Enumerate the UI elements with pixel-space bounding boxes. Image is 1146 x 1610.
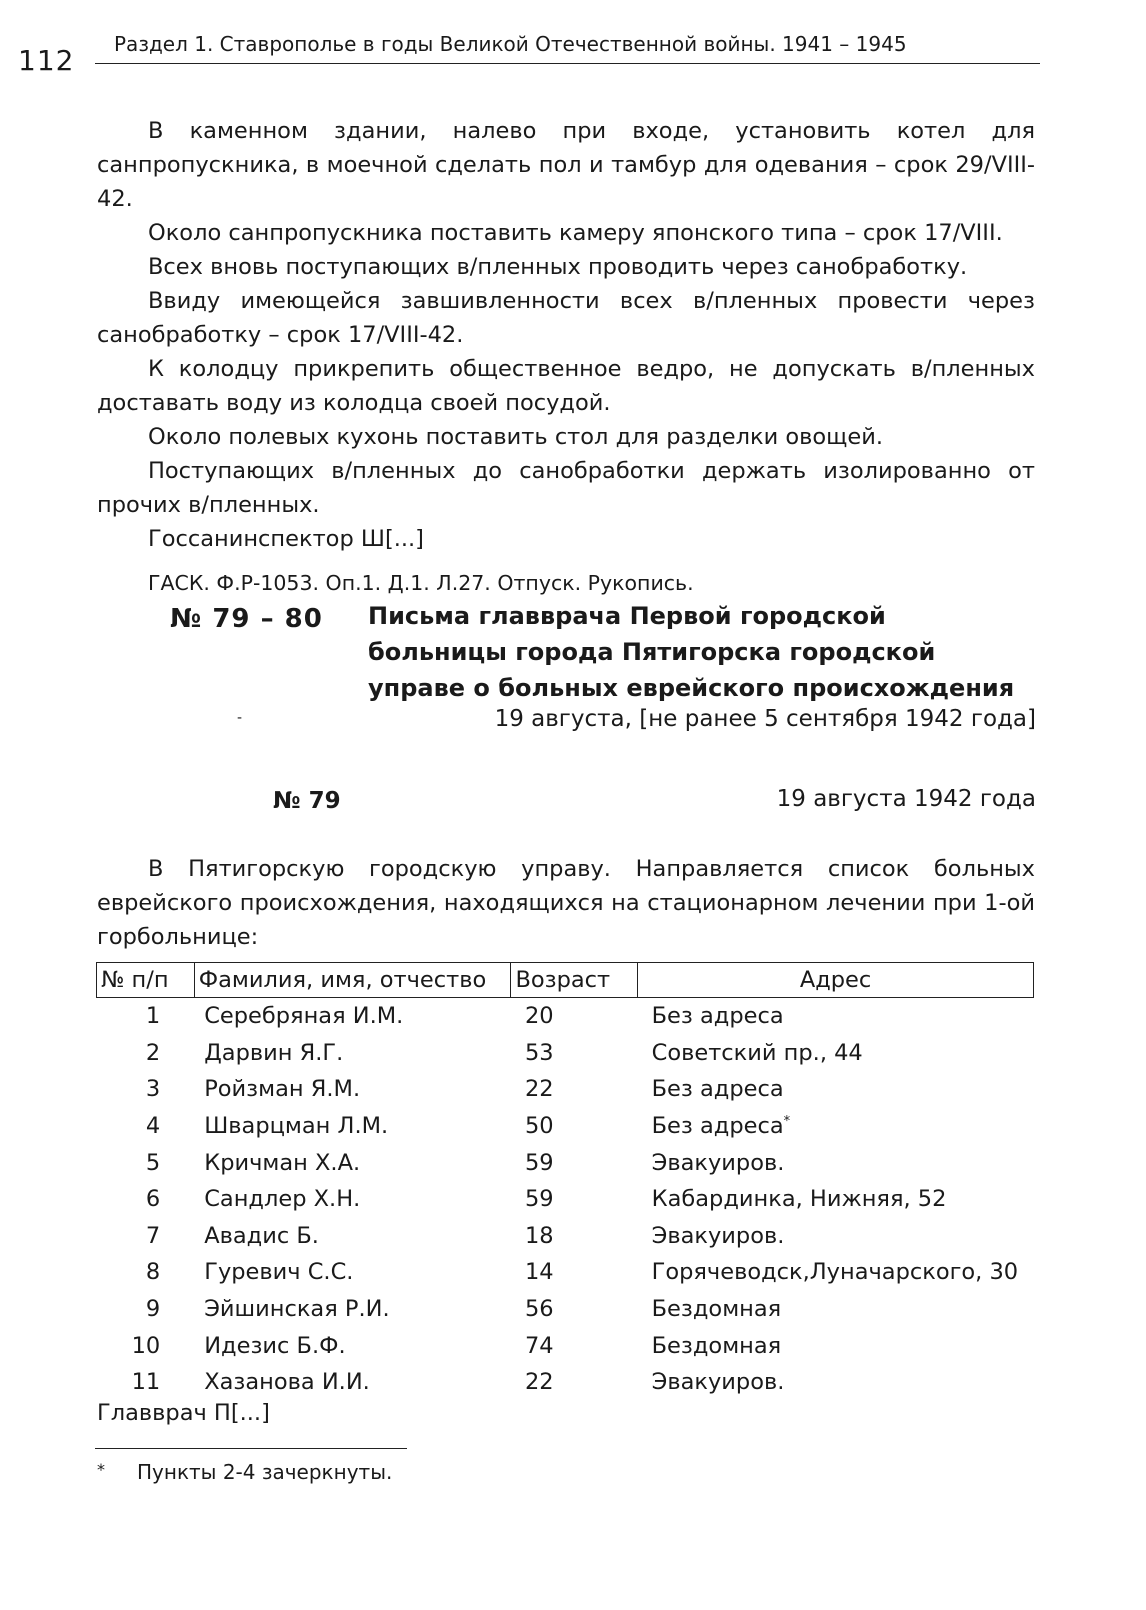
row-address: Советский пр., 44 <box>651 1039 863 1066</box>
row-age: 20 <box>524 1003 554 1030</box>
paragraph: К колодцу прикрепить общественное ведро, не допускать в/пленных доставать воду из колодца своей посудой. <box>97 356 1035 416</box>
row-name: Эйшинская Р.И. <box>204 1296 390 1323</box>
table-header-row <box>97 963 1034 998</box>
table-row <box>97 1108 1034 1145</box>
body-text <box>97 114 1035 600</box>
document-title <box>368 598 1048 706</box>
archive-source: ГАСК. Ф.Р-1053. Оп.1. Д.1. Л.27. Отпуск. Рукопись. <box>148 571 694 595</box>
row-address: Кабардинка, Нижняя, 52 <box>651 1186 947 1213</box>
table-row <box>97 1071 1034 1108</box>
column-header-name: Фамилия, имя, отчество <box>194 963 511 998</box>
title-line: управе о больных еврейского происхождения <box>368 674 1015 702</box>
table-row <box>97 1035 1034 1072</box>
row-number: 2 <box>145 1039 161 1066</box>
table-row <box>97 1291 1034 1328</box>
page-number: 112 <box>18 44 75 77</box>
table-row <box>97 1181 1034 1218</box>
row-address: Без адреса <box>651 1003 784 1030</box>
row-number: 9 <box>145 1296 161 1323</box>
row-address: Горячеводск,Луначарского, 30 <box>651 1259 1019 1286</box>
column-header-address: Адрес <box>638 963 1034 998</box>
row-age: 22 <box>524 1369 554 1396</box>
row-age: 14 <box>524 1259 554 1286</box>
date-range: 19 августа, [не ранее 5 сентября 1942 года] <box>494 706 1036 732</box>
row-address-text: Без адреса <box>651 1113 784 1140</box>
title-line: Письма главврача Первой городской <box>368 602 886 630</box>
row-name: Дарвин Я.Г. <box>204 1039 344 1066</box>
header-rule <box>95 63 1040 64</box>
title-line: больницы города Пятигорска городской <box>368 638 936 666</box>
patients-table <box>96 962 1034 1401</box>
row-number: 6 <box>145 1186 161 1213</box>
row-name: Ройзман Я.М. <box>204 1076 361 1103</box>
row-number: 3 <box>145 1076 161 1103</box>
row-address: Бездомная <box>651 1296 782 1323</box>
row-name: Сандлер Х.Н. <box>204 1186 361 1213</box>
sub-document-number: № 79 <box>273 788 341 814</box>
row-name: Хазанова И.И. <box>204 1369 370 1396</box>
footnote <box>97 1460 392 1484</box>
row-number: 8 <box>145 1259 161 1286</box>
row-age: 59 <box>524 1149 554 1176</box>
table-row <box>97 1364 1034 1401</box>
row-address: Эвакуиров. <box>651 1369 785 1396</box>
row-age: 18 <box>524 1222 554 1249</box>
tick-mark: - <box>237 710 243 726</box>
paragraph: Поступающих в/пленных до санобработки держать изолированно от прочих в/пленных. <box>97 458 1035 518</box>
table-row <box>97 1254 1034 1291</box>
row-address: Эвакуиров. <box>651 1149 785 1176</box>
document-number: № 79 – 80 <box>170 604 323 634</box>
row-number: 11 <box>131 1369 161 1396</box>
row-age: 74 <box>524 1332 554 1359</box>
letter-text: В Пятигорскую городскую управу. Направляется список больных еврейского происхождения, находящихся на стационарном лечении при 1-ой горбольнице: <box>97 856 1035 950</box>
footnote-mark: * <box>97 1460 105 1479</box>
row-age: 53 <box>524 1039 554 1066</box>
footnote-text: Пункты 2-4 зачеркнуты. <box>137 1460 393 1484</box>
column-header-number: № п/п <box>97 963 195 998</box>
table-row <box>97 1218 1034 1255</box>
row-address: Без адреса <box>651 1076 784 1103</box>
row-name: Кричман Х.А. <box>204 1149 361 1176</box>
inspector-signature: Госсанинспектор Ш[...] <box>148 526 424 552</box>
table-row <box>97 998 1034 1035</box>
row-name: Серебряная И.М. <box>204 1003 404 1030</box>
row-age: 22 <box>524 1076 554 1103</box>
table-row <box>97 1327 1034 1364</box>
row-age: 56 <box>524 1296 554 1323</box>
row-name: Шварцман Л.М. <box>204 1113 389 1140</box>
table-row <box>97 1144 1034 1181</box>
row-number: 5 <box>145 1149 161 1176</box>
column-header-age: Возраст <box>511 963 638 998</box>
row-number: 1 <box>145 1003 161 1030</box>
paragraph: В каменном здании, налево при входе, установить котел для санпропускника, в моечной сделать пол и тамбур для одевания – срок 29/VIII-42. <box>97 118 1035 212</box>
row-age: 50 <box>524 1113 554 1140</box>
paragraph: Около полевых кухонь поставить стол для разделки овощей. <box>148 424 883 450</box>
sub-document-date: 19 августа 1942 года <box>776 786 1036 812</box>
row-address <box>638 1108 1034 1145</box>
row-address: Бездомная <box>651 1332 782 1359</box>
footnote-reference: * <box>783 1114 791 1130</box>
footnote-rule <box>95 1448 407 1449</box>
row-number: 4 <box>145 1113 161 1140</box>
row-number: 7 <box>145 1222 161 1249</box>
paragraph: Около санпропускника поставить камеру японского типа – срок 17/VIII. <box>148 220 1003 246</box>
row-number: 10 <box>131 1332 161 1359</box>
row-name: Идезис Б.Ф. <box>204 1332 346 1359</box>
row-age: 59 <box>524 1186 554 1213</box>
row-address: Эвакуиров. <box>651 1222 785 1249</box>
paragraph: Всех вновь поступающих в/пленных проводить через санобработку. <box>148 254 968 280</box>
chief-doctor-signature: Главврач П[...] <box>97 1400 270 1426</box>
row-name: Авадис Б. <box>204 1222 319 1249</box>
running-header: Раздел 1. Ставрополье в годы Великой Отечественной войны. 1941 – 1945 <box>114 32 907 56</box>
paragraph: Ввиду имеющейся завшивленности всех в/пленных провести через санобработку – срок 17/VIII-42. <box>97 288 1035 348</box>
row-name: Гуревич С.С. <box>204 1259 354 1286</box>
